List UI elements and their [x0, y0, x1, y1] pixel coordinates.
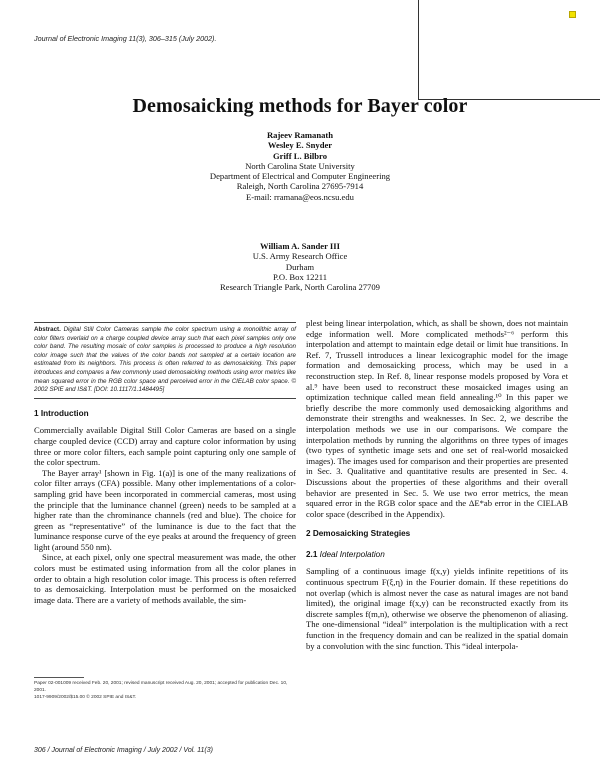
- subsection-heading: [306, 550, 568, 561]
- author-name: Rajeev Ramanath: [266, 130, 334, 140]
- body-paragraph: The Bayer array¹ [shown in Fig. 1(a)] is one of the many realizations of color filter arrays (CFA) possible. Many other implementations of a color-sampling grid have been incorporated in commercial cameras, most using the principle that the luminance channel (green) needs to be sampled at a higher rate than the chrominance channels (red and blue). The choice for green as “representative” of the luminance is due to the fact that the luminance response curve of the eye peaks at around the frequency of green light (around 550 nm).: [34, 467, 296, 552]
- journal-header: Journal of Electronic Imaging 11(3), 306–315 (July 2002).: [34, 34, 217, 43]
- page-footer: 306 / Journal of Electronic Imaging / July 2002 / Vol. 11(3): [34, 747, 213, 754]
- body-paragraph: Commercially available Digital Still Color Cameras are based on a single charge coupled device (CCD) array and capture color information by using three or more color filters, each sample point capturing only one sample of the color spectrum.: [34, 425, 296, 468]
- footnote: [34, 681, 296, 702]
- paper-title: Demosaicking methods for Bayer color: [132, 95, 468, 117]
- footnote-line: Paper 02-001009 received Feb. 20, 2001; revised manuscript received Aug. 20, 2001; accepted for publication Dec. 10, 2001.: [34, 681, 288, 693]
- affiliation-line: Durham: [285, 261, 315, 272]
- subsection-number: 2.1: [306, 549, 318, 559]
- affiliation-line: Department of Electrical and Computer Engineering: [209, 171, 391, 182]
- author-name: Wesley E. Snyder: [267, 140, 333, 151]
- subsection-title: Ideal Interpolation: [319, 549, 385, 559]
- footnote-rule: [34, 677, 84, 678]
- abstract-label: Abstract.: [34, 326, 61, 333]
- body-paragraph: Sampling of a continuous image f(x,y) yields infinite repetitions of its continuous spectrum F(ξ,η) in the Fourier domain. If these repetitions do not overlap (which is almost never the case as natural images are not band limited), the original image f(x,y) can be reconstructed exactly from its discrete samples f(m,n), otherwise we observe the phenomenon of aliasing. The one-dimensional “ideal” interpolation is the multiplication with a rect function in the frequency domain and can be realized in the spatial domain by a convolution with the sinc function. This “ideal interpola-: [306, 566, 568, 651]
- abstract-text: Digital Still Color Cameras sample the color spectrum using a monolithic array of color filters overlaid on a charge coupled device array such that each pixel samples only one color band. The resulting mosaic of color samples is processed to produce a high resolution color image such that the values of the color bands not sampled at a certain location are estimated from its neighbors. This process is often referred to as demosaicking. This paper introduces and compares a few commonly used demosaicking methods using error metrics like mean squared error in the RGB color space and perceived error in the CIELAB color space. © 2002 SPIE and IS&T. [DOI: 10.1117/1.1484495]: [34, 326, 296, 394]
- abstract-top-rule: [34, 322, 296, 323]
- left-column: [34, 322, 296, 605]
- yellow-marker-icon: [569, 11, 576, 18]
- email-line: E-mail: rramana@eos.ncsu.edu: [246, 191, 354, 202]
- section-heading-introduction: 1 Introduction: [34, 408, 89, 418]
- affiliation-line: P.O. Box 12211: [272, 271, 328, 282]
- affiliation-line: Raleigh, North Carolina 27695-7914: [236, 181, 364, 192]
- author-name: William A. Sander III: [260, 241, 340, 251]
- author-block-2: [0, 241, 600, 292]
- abstract-bottom-rule: [34, 398, 296, 399]
- author-block-1: [0, 130, 600, 202]
- section-heading-demosaicking-strategies: 2 Demosaicking Strategies: [306, 529, 411, 539]
- body-paragraph: plest being linear interpolation, which, as shall be shown, does not maintain edge information well. More complicated methods²⁻⁶ perform this interpolation and attempt to maintain edge detail or limit hue transitions. In Ref. 7, Trussell introduces a linear lexicographic model for the image formation and demosaicking process, which may be used in a reconstruction step. In Ref. 8, linear response models proposed by Vora et al.⁹ have been used to reconstruct these mosaicked images using an optimization technique called mean field annealing.¹⁰ In this paper we briefly describe the more commonly used demosaicking algorithms and demonstrate their strengths and weaknesses. In Sec. 2, we describe the interpolation methods we use in our comparisons. We compare the interpolation methods by running the algorithms on three types of images (two types of synthetic image sets and one set of real-world mosaicked images). The images used for comparison and their properties are presented in Sec. 3. Qualitative and quantitative results are presented in Sec. 4. Discussions about the properties of these algorithms and their overall behavior are presented in Sec. 5. We use two error metrics, the mean squared error in the RGB color space and the ΔE*ab error in the CIELAB color space (described in the Appendix).: [306, 318, 568, 519]
- body-paragraph: Since, at each pixel, only one spectral measurement was made, the other colors must be estimated using information from all the color planes in order to obtain a high resolution color image. This process is often referred to as demosaicking. Interpolation must be performed on the mosaicked image data. There are a variety of methods available, the sim-: [34, 552, 296, 605]
- right-column: [306, 318, 568, 651]
- affiliation-line: Research Triangle Park, North Carolina 27709: [220, 282, 380, 293]
- affiliation-line: U.S. Army Research Office: [252, 251, 348, 262]
- affiliation-line: North Carolina State University: [245, 160, 355, 171]
- footnote-line: 1017-9909/2002/$15.00 © 2002 SPIE and IS&T.: [34, 694, 137, 700]
- abstract: [34, 326, 296, 395]
- author-name: Griff L. Bilbro: [272, 150, 328, 161]
